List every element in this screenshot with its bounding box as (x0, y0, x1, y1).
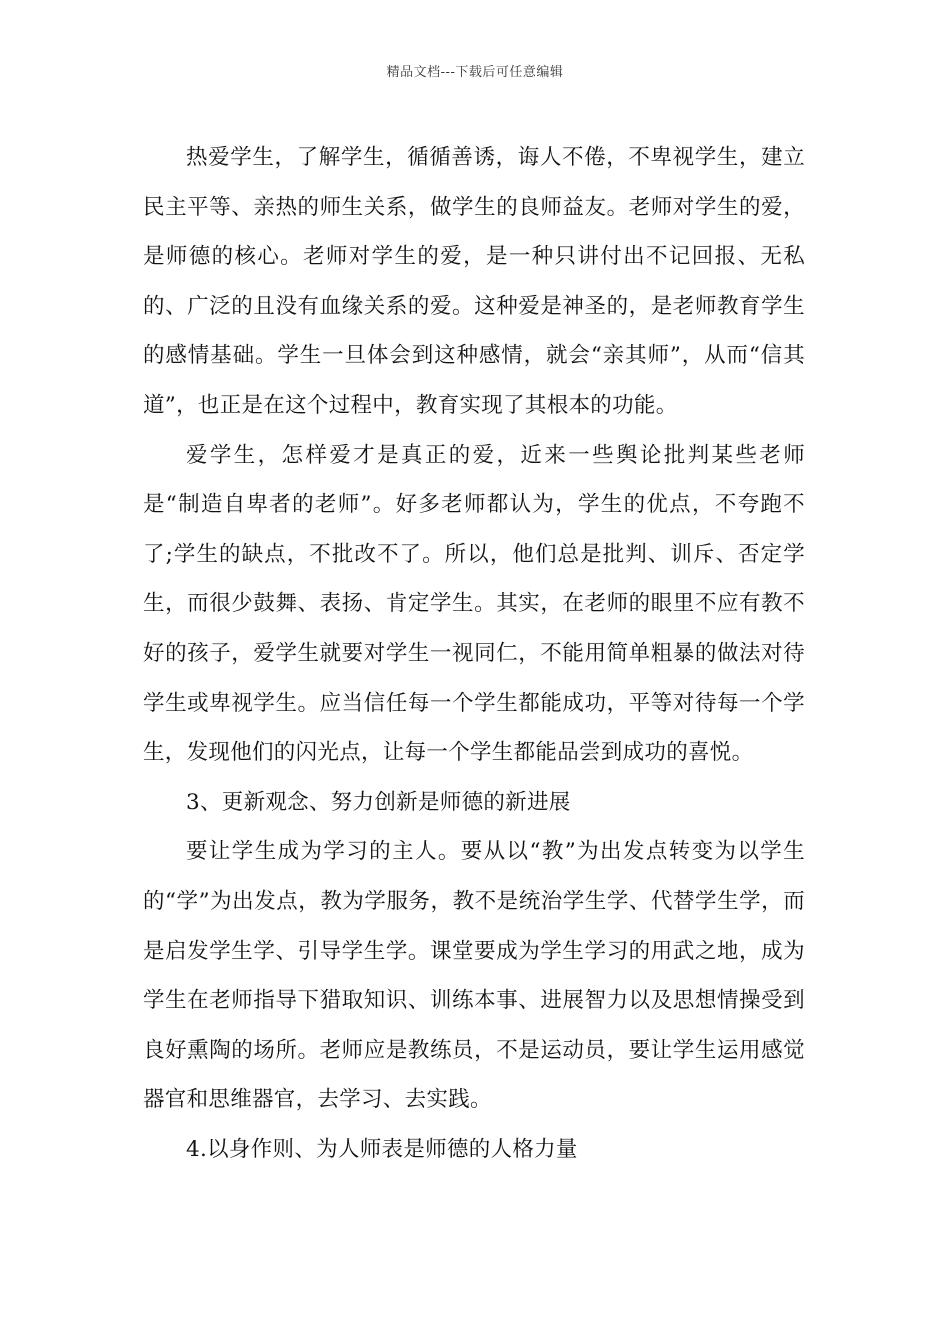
paragraph-true-love: 爱学生，怎样爱才是真正的爱，近来一些舆论批判某些老师是“制造自卑者的老师”。好多老师都认为，学生的优点，不夸跑不了;学生的缺点，不批改不了。所以，他们总是批判、训斥、否定学生，而很少鼓舞、表扬、肯定学生。其实，在老师的眼里不应有教不好的孩子，爱学生就要对学生一视同仁，不能用简单粗暴的做法对待学生或卑视学生。应当信任每一个学生都能成功，平等对待每一个学生，发现他们的闪光点，让每一个学生都能品尝到成功的喜悦。 (143, 442, 805, 766)
page-header: 精品文档---下载后可任意编辑 (386, 65, 564, 80)
paragraph-student-centered: 要让学生成为学习的主人。要从以“教”为出发点转变为以学生的“学”为出发点，教为学服务，教不是统治学生学、代替学生学，而是启发学生学、引导学生学。课堂要成为学生学习的用武之地，成为学生在老师指导下猎取知识、训练本事、进展智力以及思想情操受到良好熏陶的场所。老师应是教练员，不是运动员，要让学生运用感觉器官和思维器官，去学习、去实践。 (143, 839, 805, 1113)
document-body (143, 133, 805, 1174)
paragraph-love-students: 热爱学生，了解学生，循循善诱，诲人不倦，不卑视学生，建立民主平等、亲热的师生关系，做学生的良师益友。老师对学生的爱，是师德的核心。老师对学生的爱，是一种只讲付出不记回报、无私的、广泛的且没有血缘关系的爱。这种爱是神圣的，是老师教育学生的感情基础。学生一旦体会到这种感情，就会“亲其师”，从而“信其道”，也正是在这个过程中，教育实现了其根本的功能。 (143, 145, 805, 418)
section-heading-3: 3、更新观念、努力创新是师德的新进展 (186, 789, 571, 815)
section-heading-4: 4.以身作则、为人师表是师德的人格力量 (186, 1136, 578, 1162)
